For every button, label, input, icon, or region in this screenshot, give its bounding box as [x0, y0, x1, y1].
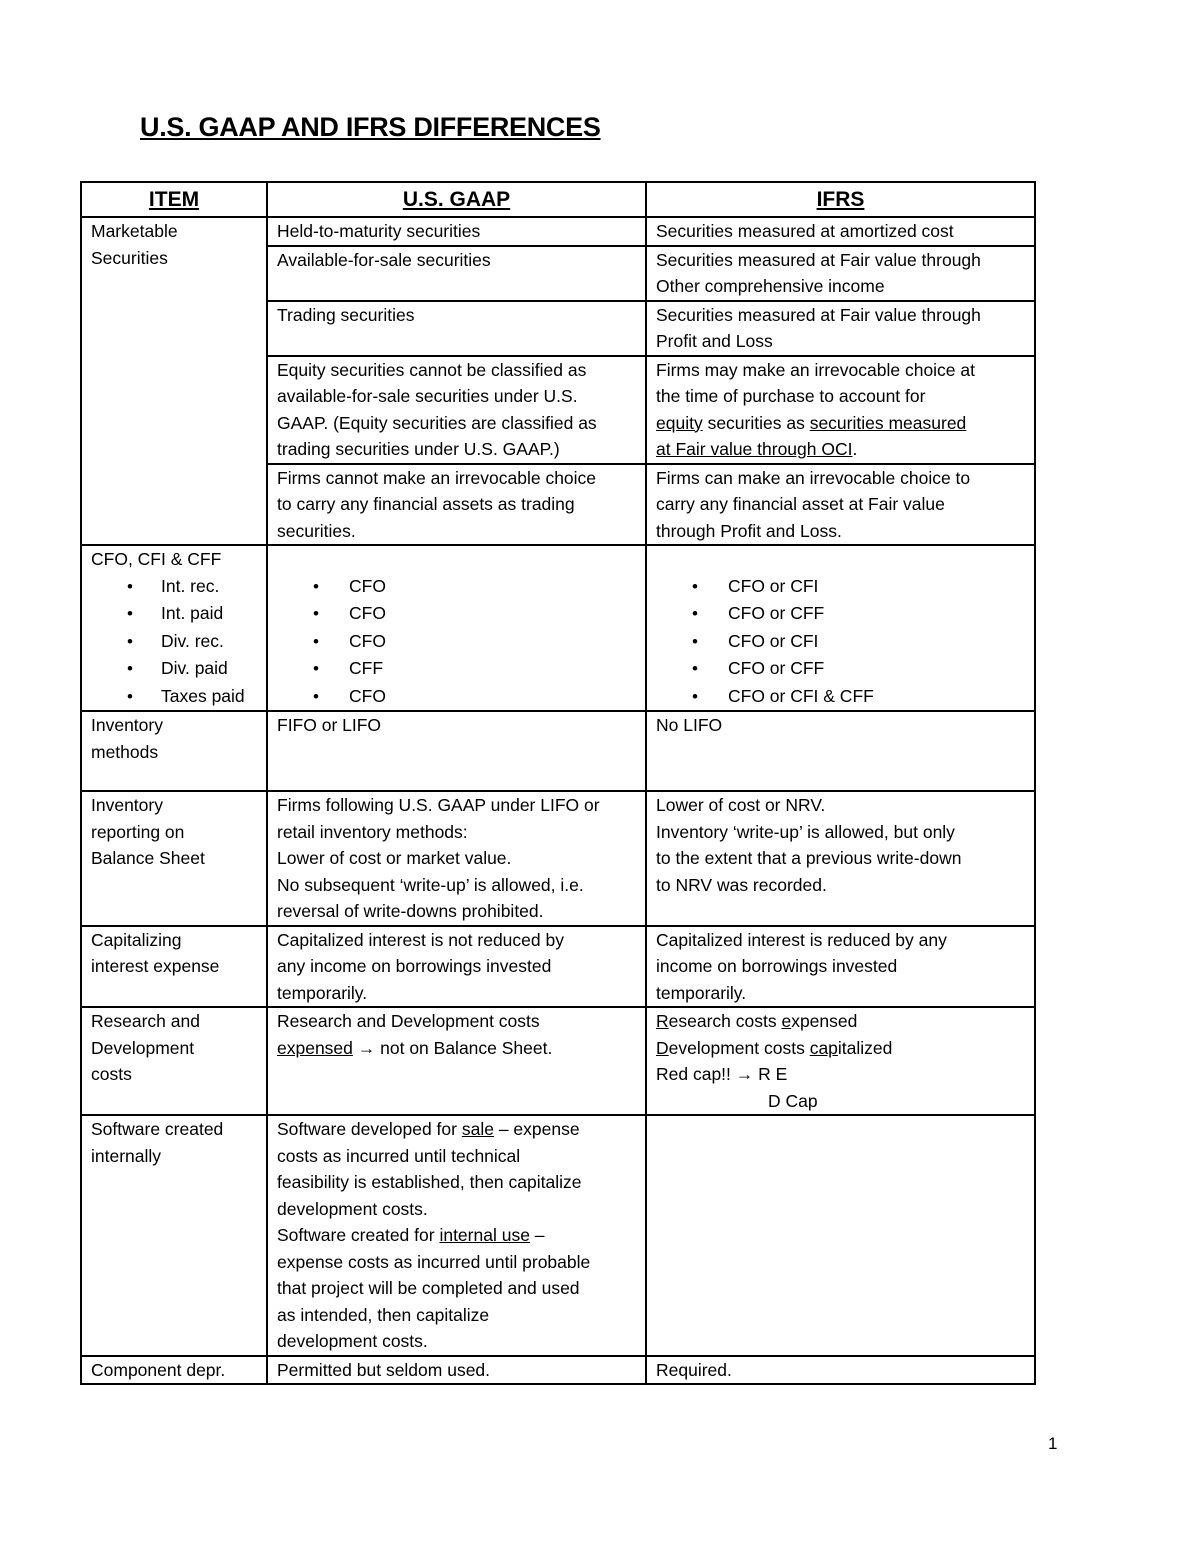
- list-item: • CFO or CFF: [656, 600, 1025, 628]
- gaap-cell: Capitalized interest is not reduced by any income on borrowings invested temporarily.: [267, 926, 646, 1008]
- header-ifrs: IFRS: [646, 182, 1035, 217]
- table-header-row: [81, 182, 1035, 217]
- gaap-cell: Held-to-maturity securities: [267, 217, 646, 246]
- list-item: • CFO: [277, 600, 636, 628]
- list-item: • Div. paid: [91, 655, 257, 683]
- header-gaap: U.S. GAAP: [267, 182, 646, 217]
- list-item: • Div. rec.: [91, 628, 257, 656]
- cashflow-item-list: [91, 573, 257, 711]
- item-cell-rnd: Research and Development costs: [81, 1007, 267, 1115]
- table-row: [81, 711, 1035, 791]
- ifrs-cell: Research costs expensed Development costs capitalized Red cap!! → R E D Cap: [646, 1007, 1035, 1115]
- ifrs-cell: Firms may make an irrevocable choice at the time of purchase to account for equity securities as securities measured at Fair value through OCI.: [646, 356, 1035, 464]
- item-cell-inventory-methods: Inventory methods: [81, 711, 267, 791]
- list-item: • CFF: [277, 655, 636, 683]
- item-cell-capitalizing: Capitalizing interest expense: [81, 926, 267, 1008]
- header-item: ITEM: [81, 182, 267, 217]
- ifrs-cell: Required.: [646, 1356, 1035, 1385]
- item-cell-component: Component depr.: [81, 1356, 267, 1385]
- table-row: [81, 791, 1035, 926]
- ifrs-cell: Lower of cost or NRV. Inventory ‘write-up’ is allowed, but only to the extent that a previous write-down to NRV was recorded.: [646, 791, 1035, 926]
- page-number: 1: [1048, 1434, 1058, 1453]
- ifrs-cell: [646, 1115, 1035, 1356]
- list-item: • CFO or CFI & CFF: [656, 683, 1025, 711]
- gaap-cell: FIFO or LIFO: [267, 711, 646, 791]
- ifrs-cell: Securities measured at Fair value through Other comprehensive income: [646, 246, 1035, 301]
- list-item: • Taxes paid: [91, 683, 257, 711]
- table-row: [81, 217, 1035, 246]
- gaap-cell: Software developed for sale – expense costs as incurred until technical feasibility is established, then capitalize development costs. Software created for internal use – expense costs as incurred until probable that project will be completed and used as intended, then capitalize development costs.: [267, 1115, 646, 1356]
- list-item: • CFO: [277, 573, 636, 601]
- list-item: • Int. rec.: [91, 573, 257, 601]
- list-item: • Int. paid: [91, 600, 257, 628]
- item-cell-inventory-reporting: Inventory reporting on Balance Sheet: [81, 791, 267, 926]
- page-title: U.S. GAAP AND IFRS DIFFERENCES: [140, 112, 601, 142]
- gaap-cell: Trading securities: [267, 301, 646, 356]
- list-item: • CFO: [277, 683, 636, 711]
- item-cell-marketable: Marketable Securities: [81, 217, 267, 545]
- cashflow-gaap-list: [277, 573, 636, 711]
- list-item: • CFO or CFI: [656, 573, 1025, 601]
- gaap-cell: Firms following U.S. GAAP under LIFO or retail inventory methods: Lower of cost or market value. No subsequent ‘write-up’ is allowed, i.e. reversal of write-downs prohibited.: [267, 791, 646, 926]
- table-row: [81, 1115, 1035, 1356]
- gaap-cell: Equity securities cannot be classified as available-for-sale securities under U.S. GAAP. (Equity securities are classified as trading securities under U.S. GAAP.): [267, 356, 646, 464]
- gaap-cell: Permitted but seldom used.: [267, 1356, 646, 1385]
- list-item: • CFO: [277, 628, 636, 656]
- gaap-cell: Firms cannot make an irrevocable choice to carry any financial assets as trading securities.: [267, 464, 646, 546]
- gaap-cell: [267, 545, 646, 711]
- gaap-cell: Available-for-sale securities: [267, 246, 646, 301]
- item-cell-software: Software created internally: [81, 1115, 267, 1356]
- cashflow-ifrs-list: [656, 573, 1025, 711]
- table-row: [81, 926, 1035, 1008]
- ifrs-cell: No LIFO: [646, 711, 1035, 791]
- table-row: [81, 1007, 1035, 1115]
- ifrs-cell: Securities measured at amortized cost: [646, 217, 1035, 246]
- ifrs-cell: Firms can make an irrevocable choice to carry any financial asset at Fair value through Profit and Loss.: [646, 464, 1035, 546]
- ifrs-cell: [646, 545, 1035, 711]
- ifrs-cell: Capitalized interest is reduced by any income on borrowings invested temporarily.: [646, 926, 1035, 1008]
- gaap-ifrs-table: [80, 181, 1036, 1385]
- list-item: • CFO or CFF: [656, 655, 1025, 683]
- ifrs-cell: Securities measured at Fair value through Profit and Loss: [646, 301, 1035, 356]
- table-row: [81, 545, 1035, 711]
- item-cell-cashflow: CFO, CFI & CFF • Int. rec. • Int. paid • Div. rec. • Div. paid • Taxes paid: [81, 545, 267, 711]
- table-row: [81, 1356, 1035, 1385]
- gaap-cell: Research and Development costs expensed → not on Balance Sheet.: [267, 1007, 646, 1115]
- list-item: • CFO or CFI: [656, 628, 1025, 656]
